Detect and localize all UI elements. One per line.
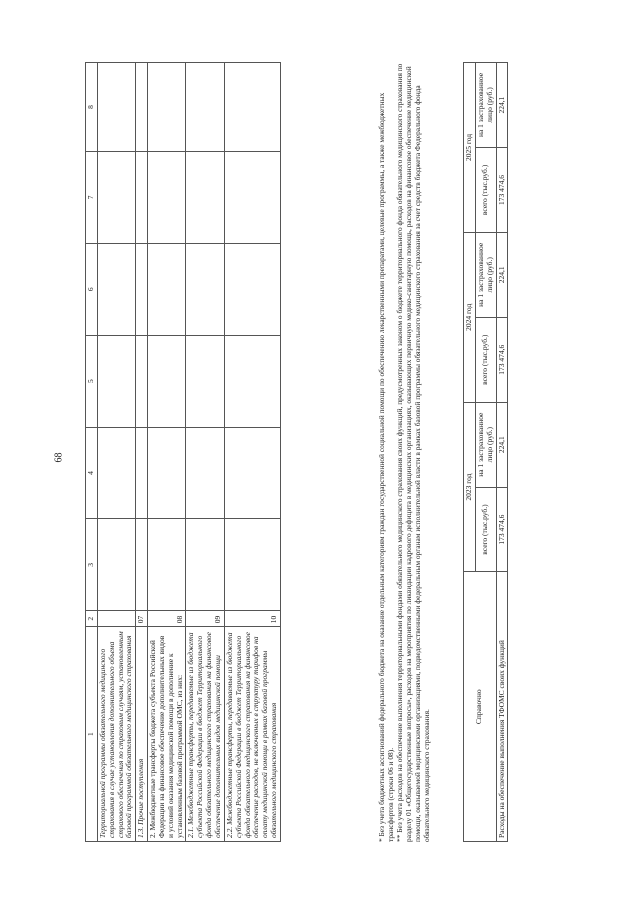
year-header: 2023 год bbox=[464, 402, 476, 572]
cell bbox=[97, 335, 135, 427]
footnote: * Без учета бюджетных ассигнований федерального бюджета на оказание отдельным категориям граждан государственной социальной помощи по обеспечению лекарственными препаратами, целевые программы, а также межбюджетных трансфертов (строки 06 и 08). bbox=[377, 92, 396, 842]
cell bbox=[97, 151, 135, 243]
table-row bbox=[496, 63, 508, 842]
cell bbox=[224, 63, 280, 152]
value-total: 173 474,6 bbox=[496, 487, 508, 572]
ref-label-header: Справочно bbox=[464, 572, 497, 842]
col-header: 1 bbox=[86, 627, 98, 842]
cell bbox=[186, 335, 224, 427]
row-label: 2.2. Межбюджетные трансферты, передаваемые из бюджета субъекта Российской Федерации в бюджет Территориального фонда обязательного медицинского страхования на финансовое обеспечение расходов, не включенных в структуру тарифов на оплату медицинской помощи в рамках базовой программы обязательного медицинского страхования bbox=[224, 627, 280, 842]
row-code: 08 bbox=[148, 611, 186, 627]
row-label: 2. Межбюджетные трансферты бюджета субъекта Российской Федерации на финансовое обеспечение дополнительных видов и условий оказания медицинской помощи в дополнение к установленным базовой программой ОМС, из них: bbox=[148, 627, 186, 842]
col-header: 2 bbox=[86, 611, 98, 627]
value-per-person: 224,1 bbox=[496, 232, 508, 317]
value-per-person: 224,1 bbox=[496, 402, 508, 487]
cell bbox=[97, 63, 135, 152]
cell bbox=[136, 519, 148, 611]
row-code: 07 bbox=[136, 611, 148, 627]
row-code bbox=[97, 611, 135, 627]
value-total: 173 474,6 bbox=[496, 147, 508, 232]
cell bbox=[97, 519, 135, 611]
cell bbox=[136, 335, 148, 427]
table-row bbox=[136, 63, 148, 842]
ref-row-label: Расходы на обеспечение выполнения ТФОМС своих функций bbox=[496, 572, 508, 842]
main-table bbox=[85, 62, 281, 842]
cell bbox=[148, 427, 186, 519]
cell bbox=[224, 519, 280, 611]
table-row bbox=[148, 63, 186, 842]
cell bbox=[224, 243, 280, 335]
subheader-total: всего (тыс.руб.) bbox=[475, 147, 496, 232]
col-header: 5 bbox=[86, 335, 98, 427]
reference-table bbox=[463, 62, 508, 842]
ref-header-row bbox=[464, 63, 476, 842]
year-header: 2025 год bbox=[464, 63, 476, 233]
row-label: 2.1. Межбюджетные трансферты, передаваемые из бюджета субъекта Российской Федерации в бюджет Территориального фонда обязательного медицинского страхования на финансовое обеспечение дополнительных видов медицинской помощи bbox=[186, 627, 224, 842]
rotated-content bbox=[85, 62, 555, 842]
cell bbox=[186, 151, 224, 243]
value-per-person: 224,1 bbox=[496, 63, 508, 148]
cell bbox=[224, 151, 280, 243]
row-code: 10 bbox=[224, 611, 280, 627]
subheader-per-person: на 1 застрахованное лицо (руб.) bbox=[475, 232, 496, 317]
col-header: 3 bbox=[86, 519, 98, 611]
year-header: 2024 год bbox=[464, 232, 476, 402]
cell bbox=[136, 427, 148, 519]
col-header: 4 bbox=[86, 427, 98, 519]
subheader-total: всего (тыс.руб.) bbox=[475, 317, 496, 402]
cell bbox=[186, 243, 224, 335]
table-row bbox=[224, 63, 280, 842]
col-header: 7 bbox=[86, 151, 98, 243]
cell bbox=[186, 427, 224, 519]
table-row bbox=[186, 63, 224, 842]
cell bbox=[148, 335, 186, 427]
value-total: 173 474,6 bbox=[496, 317, 508, 402]
subheader-total: всего (тыс.руб.) bbox=[475, 487, 496, 572]
cell bbox=[136, 243, 148, 335]
cell bbox=[148, 63, 186, 152]
row-code: 09 bbox=[186, 611, 224, 627]
table-row bbox=[97, 63, 135, 842]
cell bbox=[148, 151, 186, 243]
main-table-header-row bbox=[86, 63, 98, 842]
cell bbox=[136, 151, 148, 243]
cell bbox=[224, 335, 280, 427]
footnote: ** Без учета расходов на обеспечение выполнения территориальными фондами обязательного медицинского страхования своих функций, предусмотренных законом о бюджете территориального фонда обязательного медицинского страхования по разделу 01 «Общегосударственные вопросы», расходов на мероприятия по ликвидации кадрового дефицита в медицинских организациях, оказывающих первичную медико-санитарную помощь, расходов на финансовое обеспечение медицинской помощи, оказываемой медицинскими организациями, подведомственными федеральным органам исполнительной власти в рамках базовой программы обязательного медицинского страхования за счет средств бюджета Федерального фонда обязательного медицинского страхования. bbox=[395, 63, 432, 842]
row-label: Территориальной программы обязательного медицинского страхования в случае установления дополнительного объема страхового обеспечения по страховым случаям, установленным базовой программой обязательного медицинского страхования bbox=[97, 627, 135, 842]
cell bbox=[136, 63, 148, 152]
subheader-per-person: на 1 застрахованное лицо (руб.) bbox=[475, 63, 496, 148]
col-header: 6 bbox=[86, 243, 98, 335]
col-header: 8 bbox=[86, 63, 98, 152]
cell bbox=[148, 243, 186, 335]
cell bbox=[148, 519, 186, 611]
cell bbox=[97, 243, 135, 335]
footnotes bbox=[377, 62, 431, 842]
page-number: 68 bbox=[53, 452, 65, 463]
cell bbox=[224, 427, 280, 519]
cell bbox=[186, 519, 224, 611]
cell bbox=[97, 427, 135, 519]
row-label: 1.3. Прочие поступления bbox=[136, 627, 148, 842]
cell bbox=[186, 63, 224, 152]
subheader-per-person: на 1 застрахованное лицо (руб.) bbox=[475, 402, 496, 487]
